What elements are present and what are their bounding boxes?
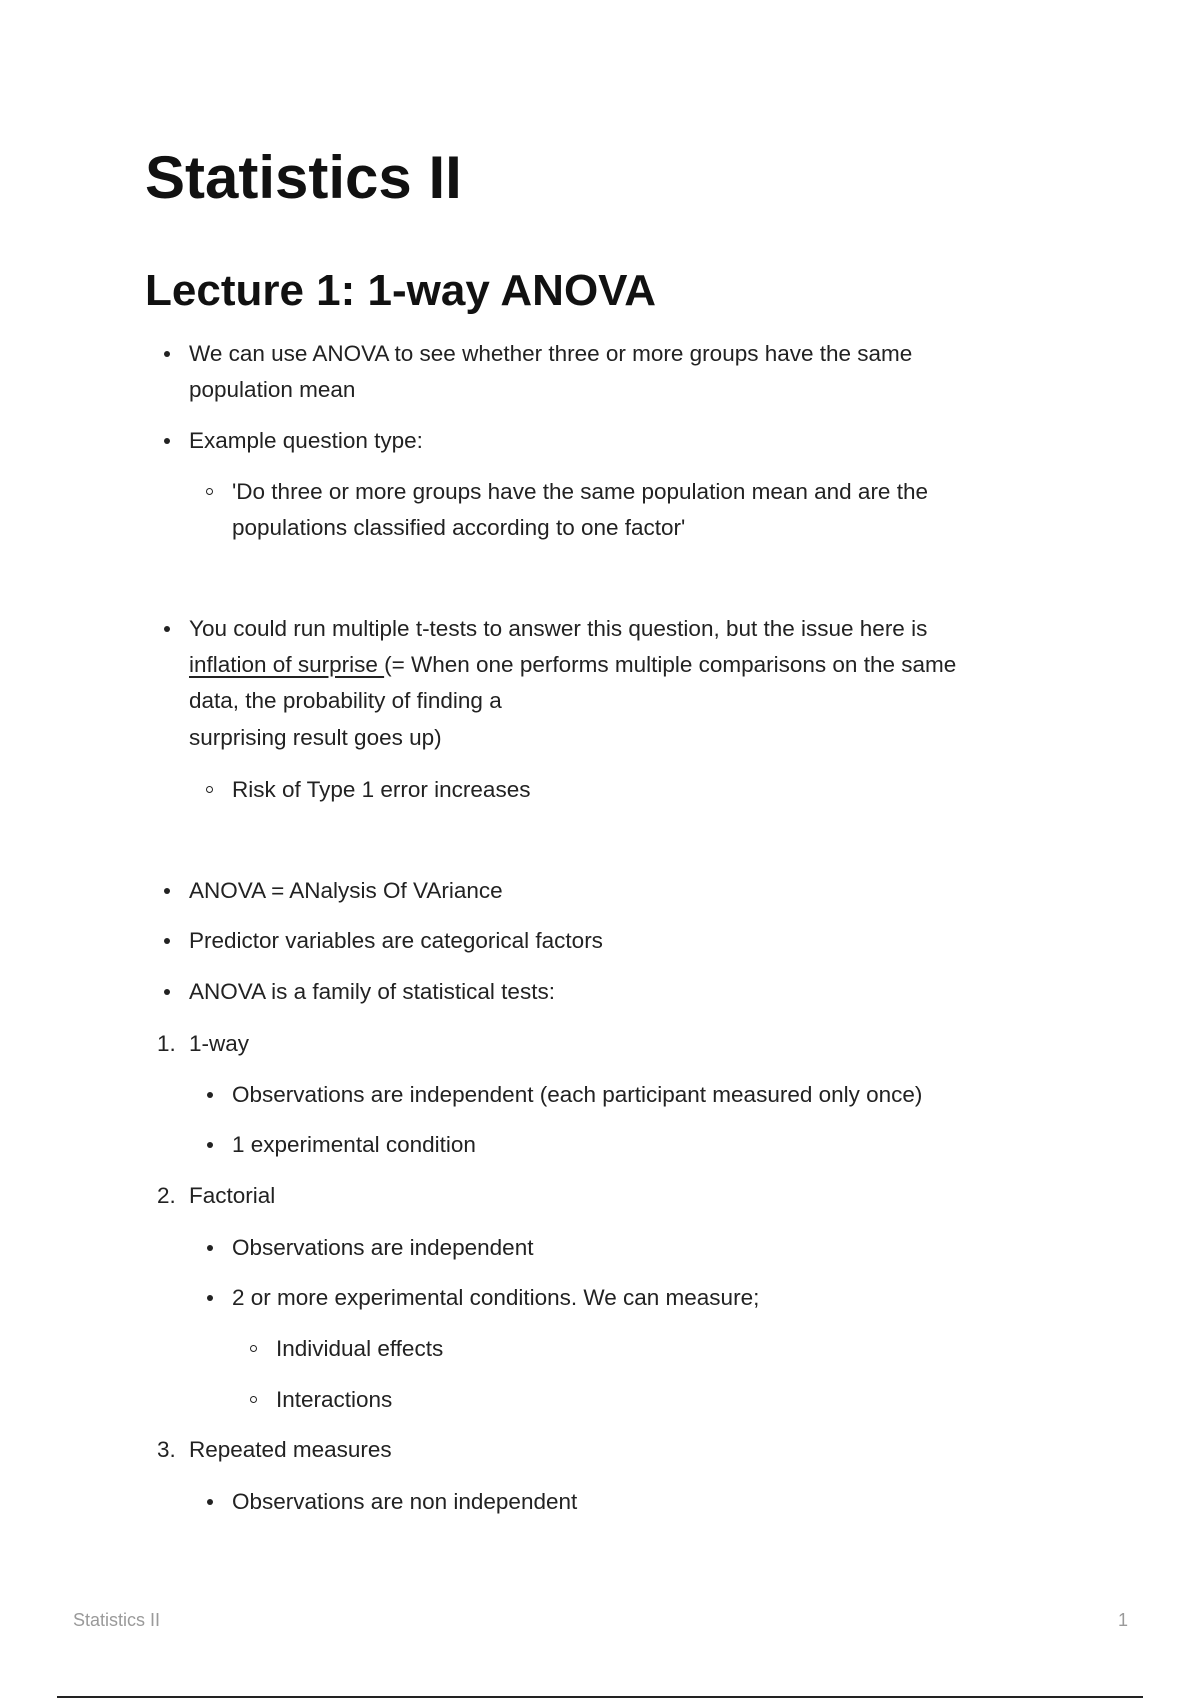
sub-bullet-item: [232, 1229, 533, 1266]
bullet-circle-icon: [206, 488, 213, 495]
bullet-item: [189, 335, 912, 372]
bullet-item: [189, 922, 603, 959]
inflation-of-surprise-link[interactable]: inflation of surprise: [189, 652, 385, 677]
sub-bullet-text: Observations are independent: [232, 1235, 534, 1260]
sub-sub-bullet-item: [276, 1330, 443, 1367]
sub-bullet-text: 2 or more experimental conditions. We can measure;: [232, 1285, 760, 1310]
bullet-item: [189, 422, 423, 459]
numbered-text: 1-way: [189, 1031, 250, 1056]
page-title: Statistics II: [145, 144, 462, 211]
page-number: 1: [1117, 1610, 1128, 1630]
bullet-text-continuation: [189, 719, 442, 756]
bullet-dot-icon: [207, 1295, 213, 1301]
list-number: 3.: [157, 1437, 176, 1462]
bullet-dot-icon: [207, 1245, 213, 1251]
bullet-text: We can use ANOVA to see whether three or more groups have the same: [189, 341, 913, 366]
bullet-dot-icon: [164, 626, 170, 632]
sub-sub-bullet-item: [276, 1381, 392, 1418]
sub-sub-bullet-text: Individual effects: [276, 1336, 444, 1361]
bullet-item: [189, 973, 555, 1010]
sub-bullet-text: 'Do three or more groups have the same population mean and are the: [232, 479, 928, 504]
numbered-text: Repeated measures: [189, 1437, 392, 1462]
bullet-item: [189, 872, 503, 909]
bullet-circle-icon: [206, 786, 213, 793]
numbered-text: Factorial: [189, 1183, 276, 1208]
bullet-item: [189, 610, 927, 647]
bullet-dot-icon: [207, 1092, 213, 1098]
bullet-text: population mean: [189, 377, 356, 402]
sub-bullet-text: Observations are independent (each participant measured only once): [232, 1082, 923, 1107]
sub-bullet-item: [232, 1483, 577, 1520]
bullet-text: ANOVA = ANalysis Of VAriance: [189, 878, 503, 903]
sub-bullet-text: 1 experimental condition: [232, 1132, 476, 1157]
footer-title: Statistics II: [73, 1610, 161, 1630]
bullet-dot-icon: [207, 1142, 213, 1148]
bullet-circle-icon: [250, 1345, 257, 1352]
bullet-text: surprising result goes up): [189, 725, 442, 750]
footer-divider: [57, 1696, 1143, 1698]
bullet-circle-icon: [250, 1396, 257, 1403]
numbered-item: [157, 1431, 392, 1468]
sub-bullet-item: [232, 1076, 922, 1113]
list-number: 2.: [157, 1183, 176, 1208]
bullet-text: You could run multiple t-tests to answer this question, but the issue here is: [189, 616, 928, 641]
sub-bullet-text-continuation: [232, 509, 685, 546]
bullet-dot-icon: [164, 888, 170, 894]
bullet-dot-icon: [207, 1499, 213, 1505]
bullet-dot-icon: [164, 438, 170, 444]
sub-bullet-item: [232, 1279, 759, 1316]
sub-sub-bullet-text: Interactions: [276, 1387, 393, 1412]
lecture-heading: Lecture 1: 1-way ANOVA: [145, 266, 657, 315]
sub-bullet-text: Observations are non independent: [232, 1489, 578, 1514]
bullet-text: ANOVA is a family of statistical tests:: [189, 979, 555, 1004]
bullet-dot-icon: [164, 938, 170, 944]
bullet-dot-icon: [164, 989, 170, 995]
sub-bullet-text: Risk of Type 1 error increases: [232, 777, 531, 802]
bullet-text-continuation: [189, 371, 355, 408]
sub-bullet-text: populations classified according to one factor': [232, 515, 686, 540]
sub-bullet-item: [232, 473, 928, 510]
bullet-text: Example question type:: [189, 428, 423, 453]
sub-bullet-item: [232, 771, 530, 808]
bullet-text: (= When one performs multiple comparisons on the same: [384, 652, 957, 677]
sub-bullet-item: [232, 1126, 476, 1163]
bullet-text: Predictor variables are categorical factors: [189, 928, 603, 953]
bullet-text: data, the probability of finding a: [189, 688, 502, 713]
bullet-text-continuation: [189, 682, 502, 719]
bullet-text-continuation: [189, 646, 956, 683]
bullet-dot-icon: [164, 351, 170, 357]
numbered-item: [157, 1177, 276, 1214]
list-number: 1.: [157, 1031, 176, 1056]
numbered-item: [157, 1025, 250, 1062]
